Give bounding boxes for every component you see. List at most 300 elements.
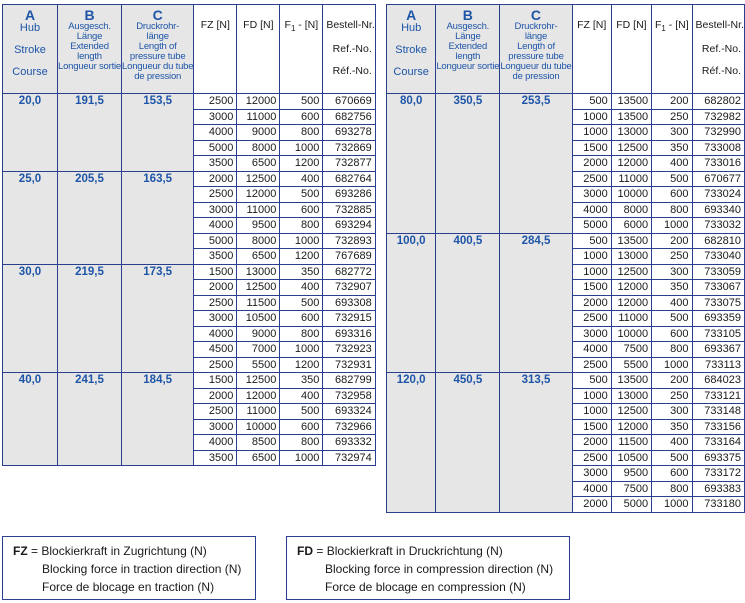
legend-fd-line-3: Force de blocage en compression (N) [325, 580, 526, 594]
cell-f1: 350 [652, 140, 692, 156]
cell-fz: 3500 [194, 450, 237, 466]
cell-f1: 500 [280, 404, 323, 420]
cell-f1: 600 [280, 109, 323, 125]
legend-fd-line-2: Blocking force in compression direction (N) [325, 562, 554, 576]
cell-order-number: 693278 [323, 125, 375, 141]
cell-fd: 13000 [611, 249, 651, 265]
cell-f1: 1000 [652, 357, 692, 373]
cell-f1: 500 [652, 311, 692, 327]
cell-fd: 12000 [611, 280, 651, 296]
cell-fz: 2500 [194, 295, 237, 311]
cell-fz: 1500 [194, 264, 237, 280]
cell-order-number: 732869 [323, 140, 375, 156]
cell-order-number: 733032 [692, 218, 744, 234]
cell-f1: 400 [280, 388, 323, 404]
legend-fz-line-1: Blockierkraft in Zugrichtung (N) [41, 544, 207, 558]
cell-fd: 12000 [611, 295, 651, 311]
group-value-a: 120,0 [387, 373, 436, 513]
cell-order-number: 732966 [323, 419, 375, 435]
cell-fd: 10000 [611, 187, 651, 203]
cell-fd: 12500 [611, 264, 651, 280]
cell-f1: 350 [652, 280, 692, 296]
cell-f1: 800 [280, 125, 323, 141]
cell-fd: 13000 [611, 388, 651, 404]
cell-order-number: 732982 [692, 109, 744, 125]
cell-fz: 2000 [194, 388, 237, 404]
cell-fd: 9000 [237, 125, 280, 141]
cell-fz: 2000 [572, 156, 611, 172]
group-value-c: 153,5 [122, 94, 194, 172]
cell-f1: 300 [652, 264, 692, 280]
group-value-a: 20,0 [3, 94, 58, 172]
cell-order-number: 733180 [692, 497, 744, 513]
header-tube-length [500, 5, 572, 94]
cell-f1: 500 [280, 187, 323, 203]
cell-fz: 500 [572, 373, 611, 389]
group-value-c: 253,5 [500, 94, 572, 234]
cell-fz: 1500 [572, 280, 611, 296]
cell-fd: 5500 [237, 357, 280, 373]
cell-order-number: 732893 [323, 233, 375, 249]
cell-order-number: 732885 [323, 202, 375, 218]
cell-order-number: 733105 [692, 326, 744, 342]
cell-fz: 3000 [194, 109, 237, 125]
header-stroke [3, 5, 58, 94]
header-extended-length-line: length [455, 51, 481, 62]
cell-fz: 5000 [572, 218, 611, 234]
group-value-a: 40,0 [3, 373, 58, 466]
cell-order-number: 733113 [692, 357, 744, 373]
group-value-c: 313,5 [500, 373, 572, 513]
cell-order-number: 733016 [692, 156, 744, 172]
header-tube-length-line: pressure tube [508, 51, 564, 62]
header-extended-length-line: Ausgesch. [446, 21, 490, 32]
cell-fz: 2000 [194, 280, 237, 296]
cell-f1: 1200 [280, 156, 323, 172]
cell-fd: 10000 [237, 419, 280, 435]
cell-fz: 1000 [572, 388, 611, 404]
header-f1-subscript: 1 [661, 24, 666, 34]
cell-fz: 4000 [194, 125, 237, 141]
cell-fz: 1000 [572, 249, 611, 265]
header-extended-length-line: Extended [448, 41, 488, 52]
header-tube-length-line: pressure tube [129, 51, 186, 62]
legend-equals: = [313, 544, 327, 558]
header-tube-length-line: Length of [138, 41, 177, 52]
header-extended-length-line: Extended [70, 41, 109, 52]
header-tube-length-line: länge [146, 31, 169, 42]
table-header-row [3, 5, 376, 94]
table-body [3, 94, 376, 466]
cell-f1: 800 [652, 202, 692, 218]
group-value-c: 284,5 [500, 233, 572, 373]
cell-fz: 3000 [194, 202, 237, 218]
table-row [387, 233, 745, 249]
header-fz [194, 5, 237, 94]
header-order-en: Ref.-No. [332, 43, 372, 55]
cell-fd: 8500 [237, 435, 280, 451]
cell-order-number: 733121 [692, 388, 744, 404]
cell-order-number: 682810 [692, 233, 744, 249]
cell-order-number: 732877 [323, 156, 375, 172]
cell-f1: 600 [652, 466, 692, 482]
cell-fd: 11000 [237, 404, 280, 420]
cell-order-number: 733059 [692, 264, 744, 280]
cell-order-number: 693316 [323, 326, 375, 342]
cell-f1: 1000 [652, 218, 692, 234]
group-value-a: 100,0 [387, 233, 436, 373]
header-order-fr: Réf.-No. [332, 65, 372, 77]
cell-fz: 2500 [194, 404, 237, 420]
cell-fz: 3500 [194, 156, 237, 172]
spec-table-left [2, 4, 376, 466]
cell-fz: 500 [572, 94, 611, 110]
header-fd [237, 5, 280, 94]
header-tube-length-line: Druckrohr- [514, 21, 558, 32]
cell-f1: 200 [652, 233, 692, 249]
cell-fd: 12500 [611, 140, 651, 156]
cell-f1: 600 [280, 202, 323, 218]
cell-fd: 13500 [611, 94, 651, 110]
header-letter-a: A [24, 7, 36, 23]
header-f1-subscript: 1 [290, 24, 296, 34]
cell-f1: 350 [280, 373, 323, 389]
table-row [3, 94, 376, 110]
cell-order-number: 733156 [692, 419, 744, 435]
header-f1 [280, 5, 323, 94]
cell-order-number: 693383 [692, 481, 744, 497]
cell-order-number: 733067 [692, 280, 744, 296]
cell-order-number: 733040 [692, 249, 744, 265]
cell-fd: 10500 [237, 311, 280, 327]
cell-f1: 500 [652, 450, 692, 466]
cell-f1: 600 [652, 326, 692, 342]
cell-f1: 400 [652, 156, 692, 172]
cell-fd: 12500 [611, 404, 651, 420]
cell-fd: 12000 [611, 156, 651, 172]
cell-order-number: 733008 [692, 140, 744, 156]
cell-fd: 5500 [611, 357, 651, 373]
cell-fz: 2000 [572, 497, 611, 513]
table-body [387, 94, 745, 513]
legend-fd-line-1: Blockierkraft in Druckrichtung (N) [326, 544, 503, 558]
header-extended-length-line: Ausgesch. [68, 21, 111, 32]
cell-fz: 4000 [194, 326, 237, 342]
cell-fd: 7500 [611, 342, 651, 358]
cell-fz: 3000 [194, 419, 237, 435]
cell-f1: 400 [652, 435, 692, 451]
cell-fd: 11000 [237, 109, 280, 125]
cell-f1: 400 [652, 295, 692, 311]
group-value-b: 191,5 [58, 94, 122, 172]
cell-fz: 4000 [194, 218, 237, 234]
cell-order-number: 732923 [323, 342, 375, 358]
cell-fz: 3000 [572, 466, 611, 482]
cell-fz: 2000 [572, 295, 611, 311]
table-row [3, 373, 376, 389]
group-value-b: 450,5 [436, 373, 500, 513]
cell-order-number: 733075 [692, 295, 744, 311]
group-value-a: 25,0 [3, 171, 58, 264]
cell-order-number: 682802 [692, 94, 744, 110]
header-stroke-fr: Course [12, 66, 48, 78]
cell-order-number: 733024 [692, 187, 744, 203]
cell-fd: 13500 [611, 109, 651, 125]
cell-fz: 2500 [572, 357, 611, 373]
legend-key-fz: FZ [13, 544, 28, 558]
header-order-de: Bestell-Nr. [326, 19, 375, 31]
cell-order-number: 733148 [692, 404, 744, 420]
cell-f1: 800 [280, 218, 323, 234]
cell-fd: 5000 [611, 497, 651, 513]
header-fd-label: FD [N] [616, 19, 647, 31]
cell-fd: 13500 [611, 373, 651, 389]
cell-order-number: 693367 [692, 342, 744, 358]
cell-order-number: 732931 [323, 357, 375, 373]
group-value-c: 184,5 [122, 373, 194, 466]
cell-f1: 250 [652, 388, 692, 404]
cell-fd: 12000 [237, 94, 280, 110]
cell-order-number: 732958 [323, 388, 375, 404]
cell-fd: 9000 [237, 326, 280, 342]
cell-fd: 7000 [237, 342, 280, 358]
cell-f1: 600 [280, 311, 323, 327]
cell-f1: 200 [652, 373, 692, 389]
cell-fz: 3500 [194, 249, 237, 265]
cell-f1: 1000 [280, 450, 323, 466]
cell-fd: 12000 [611, 419, 651, 435]
group-value-c: 163,5 [122, 171, 194, 264]
cell-order-number: 732907 [323, 280, 375, 296]
header-order-de: Bestell-Nr. [695, 19, 744, 31]
legend-key-fd: FD [297, 544, 313, 558]
cell-fz: 2500 [572, 171, 611, 187]
cell-fz: 1000 [572, 109, 611, 125]
cell-fd: 11500 [237, 295, 280, 311]
cell-fz: 1000 [572, 125, 611, 141]
group-value-b: 205,5 [58, 171, 122, 264]
header-tube-length-line: Length of [517, 41, 555, 52]
header-order-number [323, 5, 375, 94]
cell-fd: 7500 [611, 481, 651, 497]
cell-f1: 300 [652, 404, 692, 420]
cell-f1: 200 [652, 94, 692, 110]
cell-fz: 1500 [572, 140, 611, 156]
cell-fz: 2500 [572, 311, 611, 327]
cell-f1: 500 [652, 171, 692, 187]
header-extended-length-line: Longueur sortie [58, 61, 122, 72]
cell-fz: 4000 [194, 435, 237, 451]
cell-fz: 1000 [572, 264, 611, 280]
cell-f1: 600 [280, 419, 323, 435]
cell-order-number: 682799 [323, 373, 375, 389]
cell-fd: 6500 [237, 450, 280, 466]
cell-fz: 1500 [572, 419, 611, 435]
cell-fz: 2000 [572, 435, 611, 451]
cell-f1: 1200 [280, 249, 323, 265]
cell-order-number: 732974 [323, 450, 375, 466]
cell-fz: 4500 [194, 342, 237, 358]
cell-fd: 11500 [611, 435, 651, 451]
cell-order-number: 693375 [692, 450, 744, 466]
header-fz-label: FZ [N] [200, 19, 230, 31]
table-row [3, 171, 376, 187]
cell-fd: 8000 [237, 233, 280, 249]
cell-fz: 4000 [572, 342, 611, 358]
cell-f1: 600 [652, 187, 692, 203]
cell-order-number: 767689 [323, 249, 375, 265]
cell-order-number: 682764 [323, 171, 375, 187]
header-tube-length-line: de pression [512, 71, 560, 82]
cell-order-number: 682772 [323, 264, 375, 280]
cell-order-number: 693359 [692, 311, 744, 327]
cell-fd: 13000 [611, 125, 651, 141]
group-value-c: 173,5 [122, 264, 194, 373]
cell-fd: 11000 [611, 171, 651, 187]
header-stroke [387, 5, 436, 94]
group-value-a: 30,0 [3, 264, 58, 373]
table-row [387, 94, 745, 110]
cell-f1: 800 [280, 326, 323, 342]
cell-fz: 4000 [572, 481, 611, 497]
cell-fz: 2000 [194, 171, 237, 187]
cell-f1: 300 [652, 125, 692, 141]
legend-fz-line-3: Force de blocage en traction (N) [42, 580, 215, 594]
cell-fd: 13500 [611, 233, 651, 249]
cell-fz: 3000 [572, 326, 611, 342]
cell-f1: 800 [652, 481, 692, 497]
cell-order-number: 693324 [323, 404, 375, 420]
cell-f1: 1000 [280, 140, 323, 156]
cell-fd: 10000 [611, 326, 651, 342]
cell-order-number: 693340 [692, 202, 744, 218]
cell-order-number: 670677 [692, 171, 744, 187]
legend-fz-line-2: Blocking force in traction direction (N) [42, 562, 242, 576]
header-stroke-en: Stroke [14, 44, 46, 56]
cell-f1: 1200 [280, 357, 323, 373]
cell-f1: 1000 [280, 233, 323, 249]
cell-fz: 2500 [572, 450, 611, 466]
cell-f1: 400 [280, 280, 323, 296]
cell-fd: 12500 [237, 171, 280, 187]
cell-order-number: 693332 [323, 435, 375, 451]
cell-order-number: 733172 [692, 466, 744, 482]
cell-order-number: 693308 [323, 295, 375, 311]
cell-f1: 1000 [652, 497, 692, 513]
header-tube-length-line: de pression [134, 71, 182, 82]
cell-f1: 800 [280, 435, 323, 451]
table-row [3, 264, 376, 280]
cell-fz: 1000 [572, 404, 611, 420]
cell-fd: 8000 [237, 140, 280, 156]
header-f1-label: $F_1 - [N]$ [655, 19, 689, 34]
legend-fz [2, 536, 256, 600]
cell-fz: 1500 [194, 373, 237, 389]
cell-f1: 350 [652, 419, 692, 435]
cell-order-number: 684023 [692, 373, 744, 389]
cell-f1: 500 [280, 94, 323, 110]
group-value-b: 241,5 [58, 373, 122, 466]
header-letter-a: A [406, 7, 417, 23]
header-tube-length-line: länge [524, 31, 548, 42]
cell-fd: 12000 [237, 388, 280, 404]
cell-order-number: 670669 [323, 94, 375, 110]
cell-fz: 3000 [572, 187, 611, 203]
cell-order-number: 732915 [323, 311, 375, 327]
cell-order-number: 732990 [692, 125, 744, 141]
cell-fd: 9500 [237, 218, 280, 234]
cell-fd: 6500 [237, 249, 280, 265]
cell-order-number: 693286 [323, 187, 375, 203]
cell-fd: 12000 [237, 187, 280, 203]
header-extended-length-line: length [77, 51, 102, 62]
header-fd [611, 5, 651, 94]
cell-f1: 500 [280, 295, 323, 311]
header-extended-length [58, 5, 122, 94]
header-fd-label: FD [N] [243, 19, 274, 31]
cell-fd: 9500 [611, 466, 651, 482]
cell-fz: 2500 [194, 94, 237, 110]
header-stroke-de: Hub [401, 22, 422, 34]
cell-fz: 2500 [194, 357, 237, 373]
table-header-row [387, 5, 745, 94]
legend-fd [286, 536, 570, 600]
cell-fz: 3000 [194, 311, 237, 327]
header-letter-c: C [530, 7, 542, 23]
header-letter-b: B [84, 7, 95, 23]
header-extended-length-line: Longueur sortie [436, 61, 500, 72]
cell-order-number: 693294 [323, 218, 375, 234]
cell-fz: 500 [572, 233, 611, 249]
header-tube-length [122, 5, 194, 94]
cell-f1: 350 [280, 264, 323, 280]
header-stroke-en: Stroke [395, 44, 428, 56]
spec-table-right [386, 4, 745, 513]
group-value-a: 80,0 [387, 94, 436, 234]
header-f1-label: $F_1 - [N]$ [284, 19, 319, 34]
header-letter-b: B [462, 7, 473, 23]
header-extended-length-line: Länge [455, 31, 481, 42]
header-extended-length-line: Länge [76, 31, 103, 42]
group-value-b: 219,5 [58, 264, 122, 373]
header-stroke-de: Hub [19, 22, 41, 34]
cell-fd: 13000 [237, 264, 280, 280]
cell-fd: 10500 [611, 450, 651, 466]
cell-f1: 250 [652, 249, 692, 265]
cell-order-number: 733164 [692, 435, 744, 451]
header-stroke-fr: Course [393, 66, 429, 78]
header-fz [572, 5, 611, 94]
legend-equals: = [27, 544, 42, 558]
header-fz-label: FZ [N] [577, 19, 607, 31]
cell-fz: 2500 [194, 187, 237, 203]
cell-fd: 11000 [611, 311, 651, 327]
cell-order-number: 682756 [323, 109, 375, 125]
cell-fd: 12500 [237, 373, 280, 389]
cell-f1: 250 [652, 109, 692, 125]
header-tube-length-line: Druckrohr- [136, 21, 180, 32]
cell-f1: 800 [652, 342, 692, 358]
cell-f1: 1000 [280, 342, 323, 358]
header-tube-length-line: Longueur du tube [500, 61, 572, 72]
header-tube-length-line: Longueur du tube [122, 61, 194, 72]
header-letter-c: C [152, 7, 163, 23]
cell-fd: 6000 [611, 218, 651, 234]
header-order-fr: Réf.-No. [701, 65, 741, 77]
header-extended-length [436, 5, 500, 94]
cell-fd: 8000 [611, 202, 651, 218]
cell-fz: 4000 [572, 202, 611, 218]
